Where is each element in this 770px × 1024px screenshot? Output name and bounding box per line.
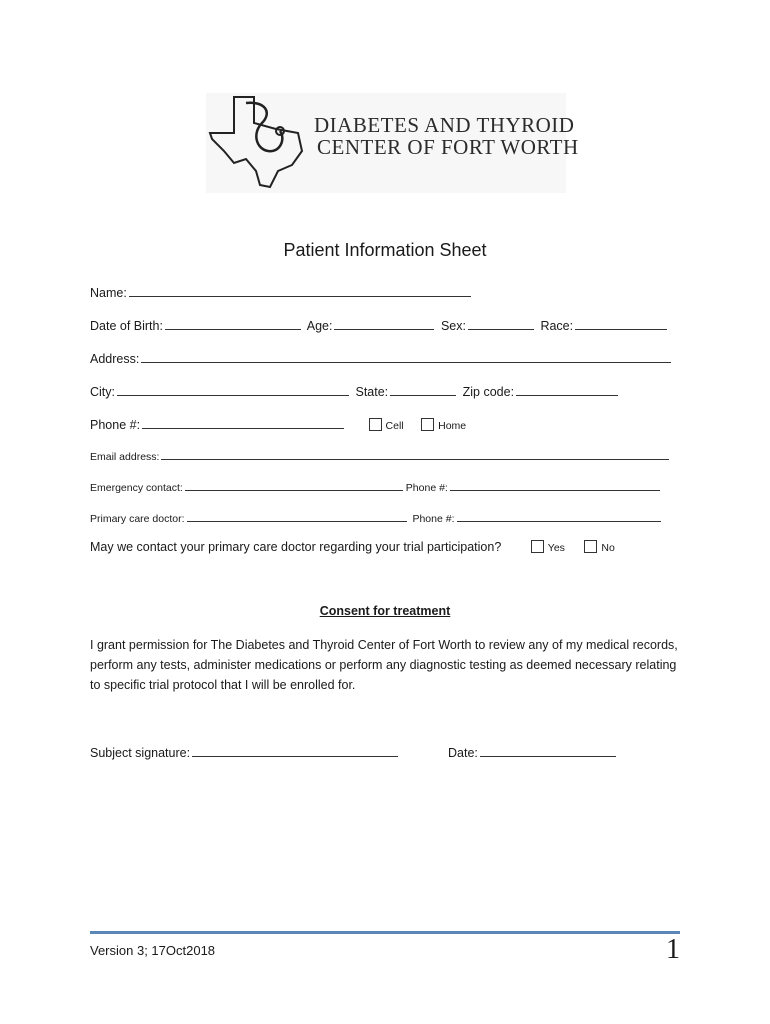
page-number: 1 [666, 934, 680, 965]
yes-label: Yes [547, 542, 565, 554]
footer-divider [90, 931, 680, 934]
pcp-row [90, 510, 664, 525]
address-field[interactable] [141, 349, 671, 363]
emergency-label: Emergency contact: [90, 482, 183, 494]
email-label: Email address: [90, 451, 160, 463]
home-label: Home [438, 420, 467, 432]
emergency-phone-label: Phone #: [405, 482, 448, 494]
race-field[interactable] [575, 316, 667, 330]
cell-label: Cell [385, 420, 404, 432]
email-field[interactable] [161, 448, 669, 460]
dob-label: Date of Birth: [90, 319, 163, 333]
city-row [90, 382, 621, 399]
date-label: Date: [448, 746, 478, 760]
cell-checkbox[interactable] [369, 418, 382, 431]
version-label: Version 3; 17Oct2018 [90, 943, 216, 958]
contact-question: May we contact your primary care doctor regarding your trial participation? [90, 540, 502, 554]
emergency-row [90, 479, 663, 494]
consent-heading: Consent for treatment [319, 604, 451, 618]
date-field[interactable] [480, 743, 616, 757]
signature-field[interactable] [192, 743, 398, 757]
pcp-phone-field[interactable] [457, 510, 661, 522]
no-label: No [601, 542, 615, 554]
page-title: Patient Information Sheet [283, 240, 487, 260]
city-field[interactable] [117, 382, 349, 396]
address-label: Address: [90, 352, 140, 366]
pcp-field[interactable] [187, 510, 407, 522]
dob-row [90, 316, 670, 333]
name-row [90, 283, 474, 300]
emergency-phone-field[interactable] [450, 479, 660, 491]
state-label: State: [355, 385, 389, 399]
contact-question-row [90, 540, 615, 554]
zip-field[interactable] [516, 382, 618, 396]
city-label: City: [90, 385, 115, 399]
pcp-phone-label: Phone #: [412, 513, 455, 525]
age-field[interactable] [334, 316, 434, 330]
sex-field[interactable] [468, 316, 534, 330]
state-field[interactable] [390, 382, 456, 396]
address-row [90, 349, 674, 366]
yes-checkbox[interactable] [531, 540, 544, 553]
home-checkbox[interactable] [421, 418, 434, 431]
no-checkbox[interactable] [584, 540, 597, 553]
signature-label: Subject signature: [90, 746, 191, 760]
pcp-label: Primary care doctor: [90, 513, 185, 525]
clinic-logo [206, 93, 579, 193]
texas-map-icon [206, 93, 316, 193]
name-label: Name: [90, 286, 127, 300]
phone-field[interactable] [142, 415, 344, 429]
logo-text-line1: DIABETES AND THYROID [314, 113, 575, 137]
race-label: Race: [540, 319, 574, 333]
name-field[interactable] [129, 283, 471, 297]
email-row [90, 448, 672, 463]
dob-field[interactable] [165, 316, 301, 330]
signature-row [90, 743, 619, 760]
consent-text: I grant permission for The Diabetes and Thyroid Center of Fort Worth to review any of my medical records, perform any tests, administer medications or perform any diagnostic testing as deemed necessary relating to specific trial protocol that I will be enrolled for. [90, 638, 678, 692]
emergency-field[interactable] [185, 479, 403, 491]
age-label: Age: [306, 319, 333, 333]
sex-label: Sex: [440, 319, 466, 333]
logo-text-line2: CENTER OF FORT WORTH [317, 135, 579, 159]
phone-row [90, 415, 466, 432]
phone-label: Phone #: [90, 418, 141, 432]
zip-label: Zip code: [462, 385, 515, 399]
